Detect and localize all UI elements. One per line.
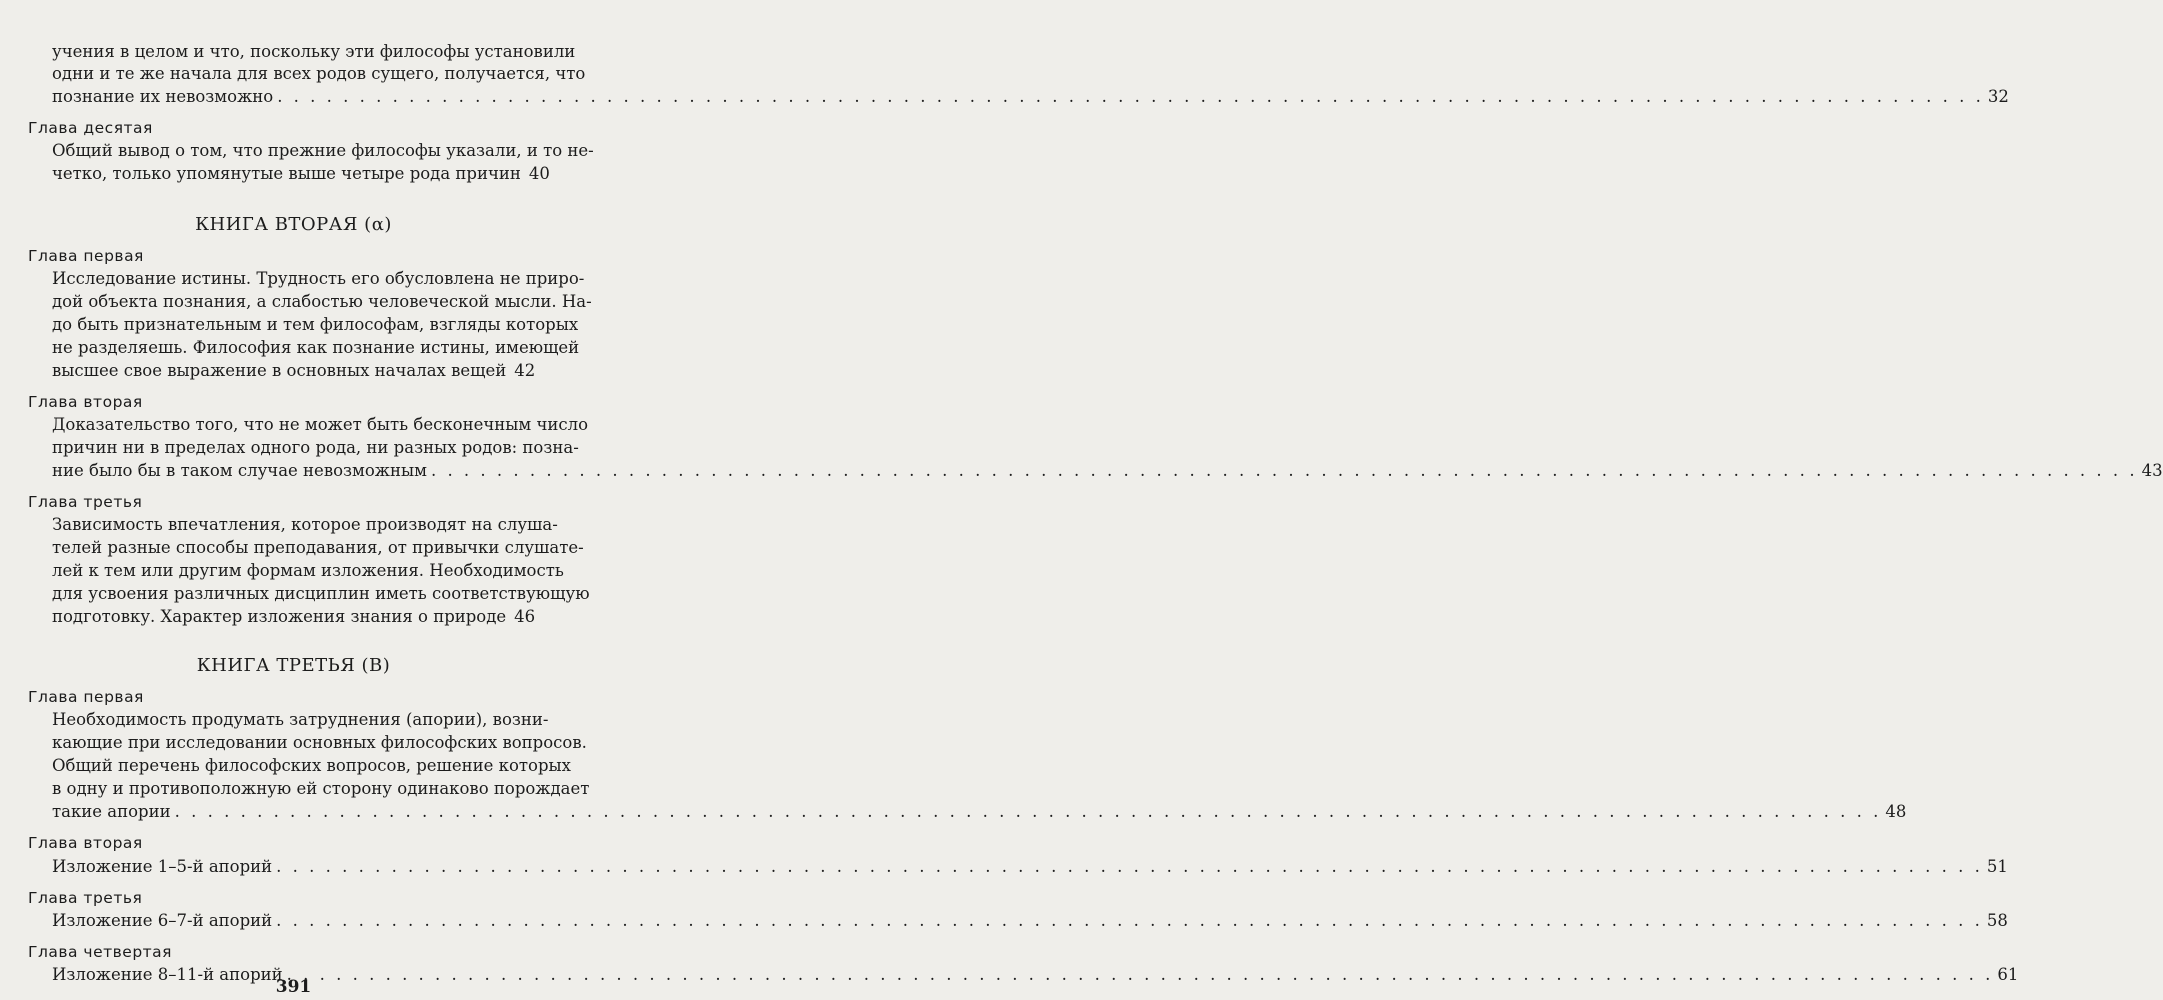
chapter-heading: Глава вторая [28, 834, 143, 852]
chapter-heading: Глава первая [28, 247, 144, 265]
toc-text-line: ние было бы в таком случае невозможным [52, 461, 427, 480]
book-heading: КНИГА ВТОРАЯ (α) [195, 214, 392, 235]
chapter-heading: Глава вторая [28, 393, 143, 411]
toc-page-number: 46 [514, 607, 536, 626]
toc-text-line: для усвоения различных дисциплин иметь соответствующую [52, 584, 590, 603]
chapter-heading: Глава третья [28, 889, 143, 907]
toc-leader-line [52, 856, 2008, 878]
toc-page-number: 61 [1997, 965, 2019, 984]
toc-text-line: Изложение 6–7-й апорий [52, 911, 273, 930]
toc-leader-line [52, 86, 2009, 108]
toc-text-line: Доказательство того, что не может быть бесконечным число [52, 415, 589, 434]
toc-leader-line [52, 801, 1907, 823]
toc-text-line: не разделяешь. Философия как познание истины, имеющей [52, 338, 580, 357]
toc-leader-line [52, 910, 2008, 932]
toc-text-line: Изложение 1–5-й апорий [52, 857, 273, 876]
toc-text-line: познание их невозможно [52, 87, 274, 106]
dot-leader [276, 910, 1983, 932]
toc-text-line: такие апории [52, 802, 171, 821]
toc-page-number: 42 [514, 361, 536, 380]
toc-text-line: четко, только упомянутые выше четыре рода причин [52, 164, 521, 183]
chapter-heading: Глава третья [28, 493, 143, 511]
dot-leader [277, 86, 1984, 108]
toc-text-line: одни и те же начала для всех родов сущего, получается, что [52, 64, 586, 83]
toc-text-line: Зависимость впечатления, которое производят на слуша- [52, 515, 558, 534]
toc-page-number: 32 [1987, 87, 2009, 106]
toc-text-line: лей к тем или другим формам изложения. Необходимость [52, 561, 564, 580]
toc-text-line: подготовку. Характер изложения знания о природе [52, 607, 507, 626]
toc-leader-line [52, 360, 536, 382]
toc-text-line: телей разные способы преподавания, от привычки слушате- [52, 538, 584, 557]
book-heading: КНИГА ТРЕТЬЯ (В) [196, 655, 391, 676]
toc-text-line: Изложение 8–11-й апорий [52, 965, 283, 984]
toc-page-number: 43 [2141, 461, 2163, 480]
toc-text-line: высшее свое выражение в основных началах вещей [52, 361, 507, 380]
toc-text-line: Общий перечень философских вопросов, решение которых [52, 756, 571, 775]
toc-leader-line [52, 163, 550, 185]
toc-text-line: причин ни в пределах одного рода, ни разных родов: позна- [52, 438, 579, 457]
toc-text-line: учения в целом и что, поскольку эти философы установили [52, 42, 576, 61]
toc-text-line: кающие при исследовании основных философских вопросов. [52, 733, 587, 752]
toc-leader-line [52, 460, 2163, 482]
toc-page-number: 48 [1885, 802, 1907, 821]
toc-page-number: 40 [528, 164, 550, 183]
toc-page-number: 58 [1986, 911, 2008, 930]
dot-leader [276, 856, 1983, 878]
toc-text-line: Исследование истины. Трудность его обусловлена не приро- [52, 269, 585, 288]
chapter-heading: Глава четвертая [28, 943, 173, 961]
toc-text-line: Необходимость продумать затруднения (апории), возни- [52, 710, 549, 729]
toc-page-number: 51 [1986, 857, 2008, 876]
dot-leader [431, 460, 2138, 482]
toc-text-line: в одну и противоположную ей сторону одинаково порождает [52, 779, 590, 798]
dot-leader [175, 801, 1882, 823]
toc-text-line: Общий вывод о том, что прежние философы указали, и то не- [52, 141, 594, 160]
toc-leader-line [52, 606, 536, 628]
chapter-heading: Глава первая [28, 688, 144, 706]
page-number: 391 [275, 977, 312, 997]
toc-text-line: до быть признательным и тем философам, взгляды которых [52, 315, 579, 334]
chapter-heading: Глава десятая [28, 119, 153, 137]
toc-text-line: дой объекта познания, а слабостью человеческой мысли. На- [52, 292, 592, 311]
